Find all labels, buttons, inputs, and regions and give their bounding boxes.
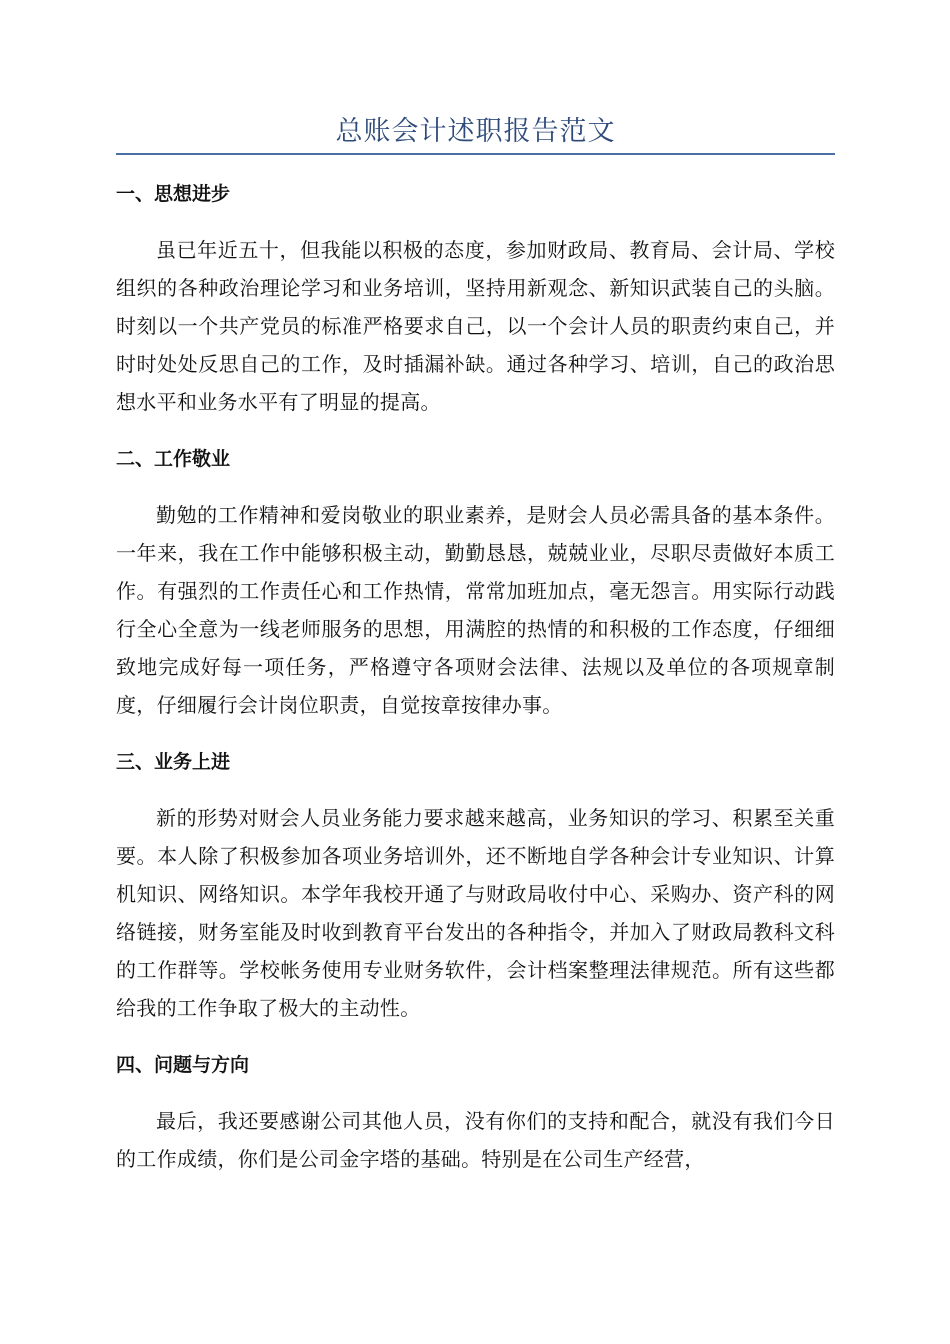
- section-heading: 三、业务上进: [116, 751, 231, 773]
- section-paragraph: 虽已年近五十，但我能以积极的态度，参加财政局、教育局、会计局、学校组织的各种政治理论学习和业务培训，坚持用新观念、新知识武装自己的头脑。时刻以一个共产党员的标准严格要求自己，以一个会计人员的职责约束自己，并时时处处反思自己的工作，及时插漏补缺。通过各种学习、培训，自己的政治思想水平和业务水平有了明显的提高。: [116, 238, 835, 414]
- section-professional-growth: [116, 744, 835, 1027]
- document-title: 总账会计述职报告范文: [335, 116, 616, 147]
- title-underline: [116, 153, 835, 155]
- section-paragraph: 新的形势对财会人员业务能力要求越来越高，业务知识的学习、积累至关重要。本人除了积极参加各项业务培训外，还不断地自学各种会计专业知识、计算机知识、网络知识。本学年我校开通了与财政局收付中心、采购办、资产科的网络链接，财务室能及时收到教育平台发出的各种指令，并加入了财政局教科文科的工作群等。学校帐务使用专业财务软件，会计档案整理法律规范。所有这些都给我的工作争取了极大的主动性。: [116, 806, 835, 1020]
- document-body: [116, 176, 835, 1198]
- section-work-dedication: [116, 441, 835, 724]
- section-heading: 二、工作敬业: [116, 448, 231, 470]
- section-paragraph: 最后，我还要感谢公司其他人员，没有你们的支持和配合，就没有我们今日的工作成绩，你们是公司金字塔的基础。特别是在公司生产经营，: [116, 1109, 835, 1171]
- section-thought-progress: [116, 176, 835, 421]
- section-heading: 一、思想进步: [116, 183, 231, 205]
- section-issues-direction: [116, 1047, 835, 1178]
- section-paragraph: 勤勉的工作精神和爱岗敬业的职业素养，是财会人员必需具备的基本条件。一年来，我在工作中能够积极主动，勤勤恳恳，兢兢业业，尽职尽责做好本质工作。有强烈的工作责任心和工作热情，常常加班加点，毫无怨言。用实际行动践行全心全意为一线老师服务的思想，用满腔的热情的和积极的工作态度，仔细细致地完成好每一项任务，严格遵守各项财会法律、法规以及单位的各项规章制度，仔细履行会计岗位职责，自觉按章按律办事。: [116, 503, 835, 717]
- section-heading: 四、问题与方向: [116, 1054, 250, 1076]
